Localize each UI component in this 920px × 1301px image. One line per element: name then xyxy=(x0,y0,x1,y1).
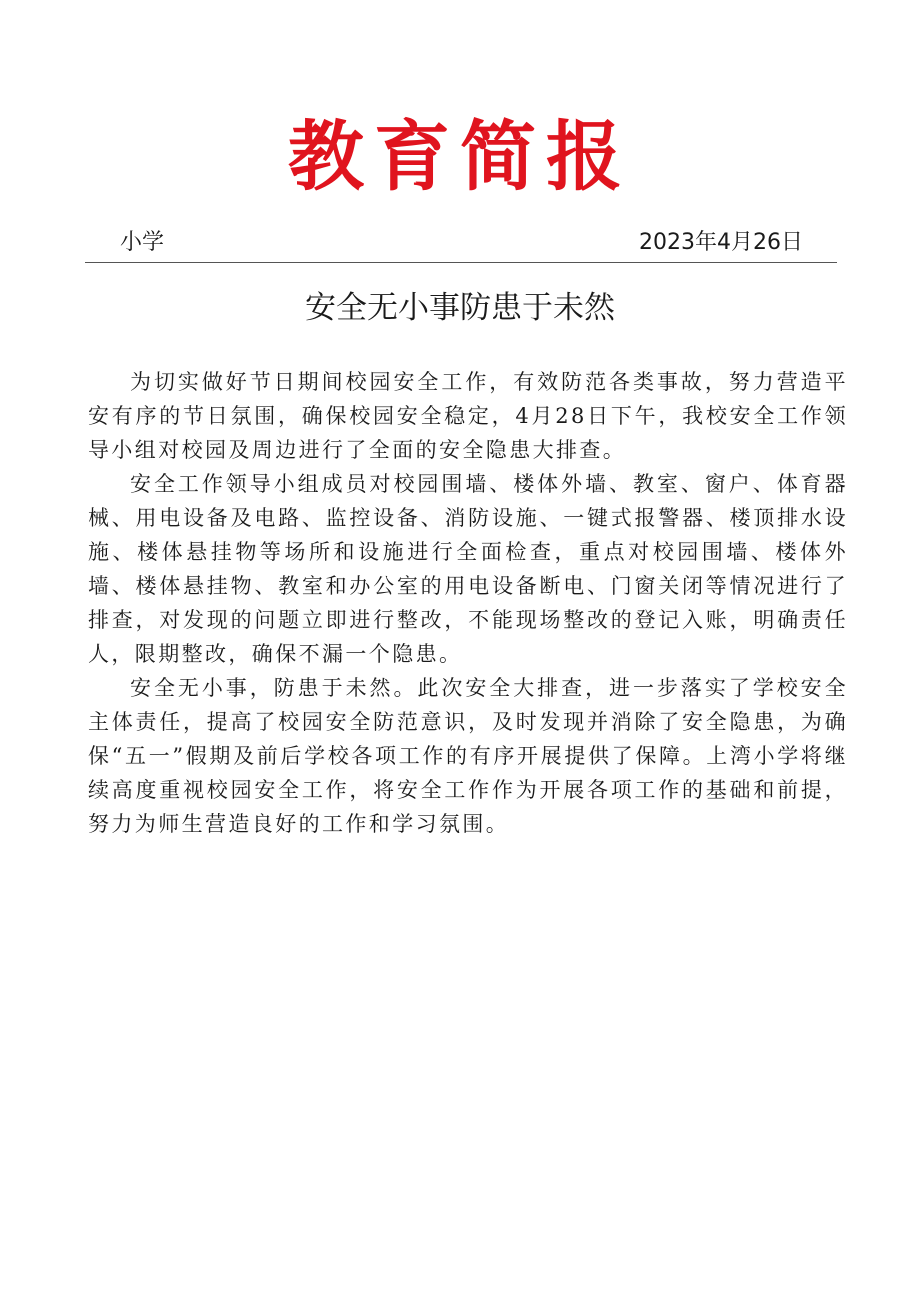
school-name: 小学 xyxy=(120,230,165,255)
article-paragraph: 安全工作领导小组成员对校园围墙、楼体外墙、教室、窗户、体育器械、用电设备及电路、监控设备、消防设施、一键式报警器、楼顶排水设施、楼体悬挂物等场所和设施进行全面检查，重点对校园围墙、楼体外墙、楼体悬挂物、教室和办公室的用电设备断电、门窗关闭等情况进行了排查，对发现的问题立即进行整改，不能现场整改的登记入账，明确责任人，限期整改，确保不漏一个隐患。 xyxy=(88,472,848,666)
article-headline: 安全无小事防患于未然 xyxy=(305,290,615,326)
issue-date: 2023年4月26日 xyxy=(639,230,803,255)
article-paragraph: 安全无小事，防患于未然。此次安全大排查，进一步落实了学校安全主体责任，提高了校园安全防范意识，及时发现并消除了安全隐患，为确保“五一”假期及前后学校各项工作的有序开展提供了保障。上湾小学将继续高度重视校园安全工作，将安全工作作为开展各项工作的基础和前提，努力为师生营造良好的工作和学习氛围。 xyxy=(88,676,848,836)
article-body xyxy=(88,365,848,841)
article-paragraph: 为切实做好节日期间校园安全工作，有效防范各类事故，努力营造平安有序的节日氛围，确保校园安全稳定，4月28日下午，我校安全工作领导小组对校园及周边进行了全面的安全隐患大排查。 xyxy=(88,370,848,462)
newsletter-masthead: 教育简报 xyxy=(288,112,632,201)
meta-row xyxy=(85,228,837,263)
